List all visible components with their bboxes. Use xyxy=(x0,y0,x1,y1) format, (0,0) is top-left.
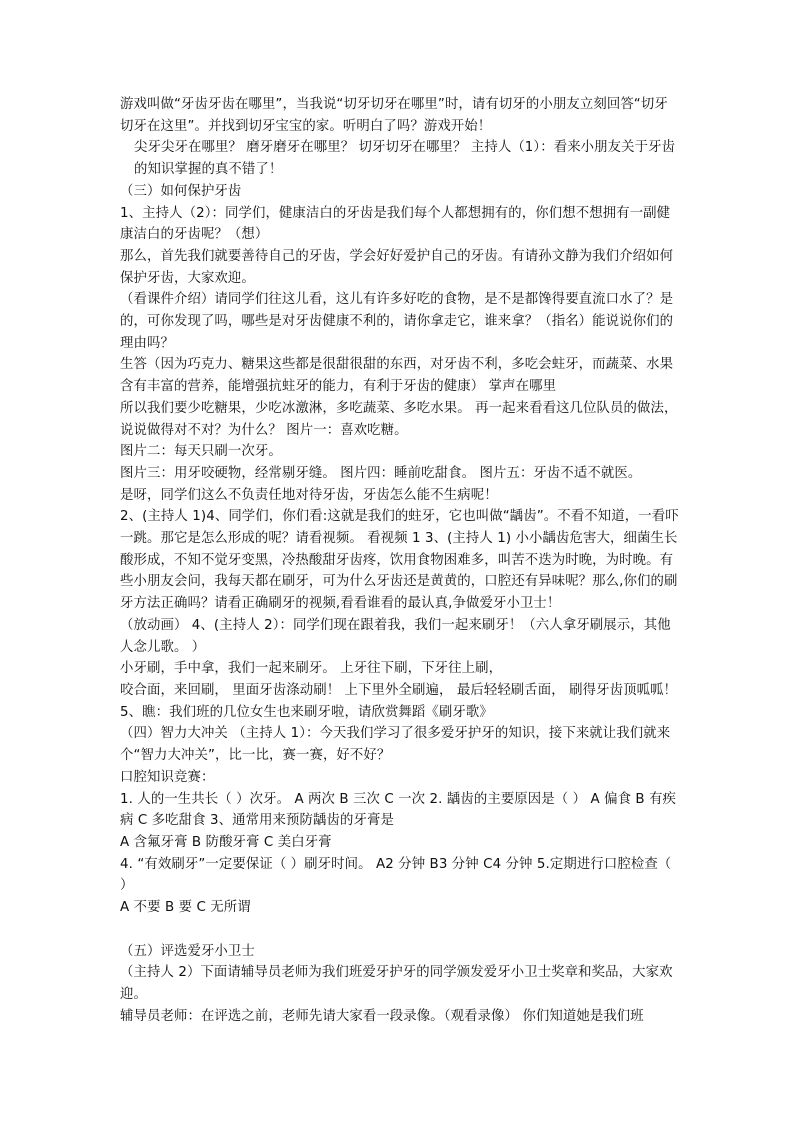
paragraph-picture-two: 图片二：每天只刷一次牙。 xyxy=(120,444,282,460)
paragraph-animation: （放动画） 4、(主持人 2）：同学们现在跟着我，我们一起来刷牙！（六人拿牙刷展示，其他人念儿歌。 ） xyxy=(120,617,671,655)
paragraph-rhyme-line-1: 小牙刷，手中拿，我们一起来刷牙。 上牙往下刷，下牙往上刷， xyxy=(120,661,503,677)
section-heading-protect-teeth: （三）如何保护牙齿 xyxy=(120,183,242,199)
paragraph-rhyme-line-2: 咬合面，来回刷， 里面牙齿涤动刷！ 上下里外全刷遍， 最后轻轻刷舌面， 刷得牙齿顶呱呱！ xyxy=(120,682,678,698)
paragraph-quiz-q5-options: A 不要 B 要 C 无所谓 xyxy=(120,900,251,916)
paragraph-introduction: 那么，首先我们就要善待自己的牙齿，学会好好爱护自己的牙齿。有请孙文静为我们介绍如何保护牙齿，大家欢迎。 xyxy=(120,248,674,286)
paragraph-quiz-title: 口腔知识竞赛： xyxy=(120,769,215,785)
paragraph-cavity-video: 2、(主持人 1)4、同学们，你们看:这就是我们的蛀牙，它也叫做“龋齿”。不看不知道，一看吓一跳。那它是怎么形成的呢？请看视频。 看视频 1 3、(主持人 1) 小小龋齿危害大，细菌生长酸形成，不知不觉牙变黑，冷热酸甜牙齿疼，饮用食物困难多，叫苦不迭为时晚，为时晚。有些小朋友会问，我每天都在刷牙，可为什么牙齿还是黄黄的，口腔还有异味呢？那么,你们的刷牙方法正确吗？请看正确刷牙的视频,看看谁看的最认真,争做爱牙小卫士！ xyxy=(120,509,679,612)
paragraph-host2-question: 1、主持人（2）：同学们，健康洁白的牙齿是我们每个人都想拥有的，你们想不想拥有一副健康洁白的牙齿呢？（想） xyxy=(120,205,671,243)
paragraph-game-questions: 尖牙尖牙在哪里？ 磨牙磨牙在哪里？ 切牙切牙在哪里？ 主持人（1）：看来小朋友关于牙齿的知识掌握的真不错了！ xyxy=(134,140,676,178)
paragraph-pictures-three-five: 图片三：用牙咬硬物，经常剔牙缝。 图片四：睡前吃甜食。 图片五：牙齿不适不就医。 xyxy=(120,465,642,481)
section-heading-quiz: （四）智力大冲关 （主持人 1）：今天我们学习了很多爱牙护牙的知识，接下来就让我们就来个“智力大冲关”，比一比，赛一赛，好不好？ xyxy=(120,726,671,764)
blank-line xyxy=(120,919,680,941)
paragraph-dance: 5、瞧：我们班的几位女生也来刷牙啦，请欣赏舞蹈《刷牙歌》 xyxy=(120,704,493,720)
paragraph-student-answer: 生答（因为巧克力、糖果这些都是很甜很甜的东西，对牙齿不利，多吃会蛀牙，而蔬菜、水果含有丰富的营养，能增强抗蛀牙的能力，有利于牙齿的健康） 掌声在哪里 xyxy=(120,357,674,395)
paragraph-quiz-q1-q3: 1. 人的一生共长（ ）次牙。 A 两次 B 三次 C 一次 2. 龋齿的主要原因是（ ） A 偏食 B 有疾病 C 多吃甜食 3、通常用来预防龋齿的牙膏是 xyxy=(120,791,677,829)
paragraph-quiz-q3-options: A 含氟牙膏 B 防酸牙膏 C 美白牙膏 xyxy=(120,834,332,850)
paragraph-courseware: （看课件介绍）请同学们往这儿看，这儿有许多好吃的食物，是不是都馋得要直流口水了？是的，可你发现了吗，哪些是对牙齿健康不利的，请你拿走它，谁来拿？（指名）能说说你们的理由吗？ xyxy=(120,292,674,351)
paragraph-eat-less-sugar: 所以我们要少吃糖果，少吃冰激淋，多吃蔬菜、多吃水果。 再一起来看看这几位队员的做法，说说做得对不对？为什么？ 图片一：喜欢吃糖。 xyxy=(120,400,678,438)
paragraph-responsibility: 是呀，同学们这么不负责任地对待牙齿，牙齿怎么能不生病呢！ xyxy=(120,487,498,503)
paragraph-counselor: 辅导员老师：在评选之前，老师先请大家看一段录像。（观看录像） 你们知道她是我们班 xyxy=(120,1008,644,1024)
paragraph-quiz-q4-q5: 4. “有效刷牙”一定要保证（ ）刷牙时间。 A2 分钟 B3 分钟 C4 分钟 5.定期进行口腔检查（ ） xyxy=(120,856,672,894)
section-heading-selection: （五）评选爱牙小卫士 xyxy=(120,943,255,959)
document-body xyxy=(120,94,680,1028)
paragraph-game-intro: 游戏叫做“牙齿牙齿在哪里”，当我说“切牙切牙在哪里”时，请有切牙的小朋友立刻回答“切牙切牙在这里”。并找到切牙宝宝的家。听明白了吗？游戏开始！ xyxy=(120,97,668,134)
paragraph-host2-award: （主持人 2）下面请辅导员老师为我们班爱牙护牙的同学颁发爱牙小卫士奖章和奖品，大家欢迎。 xyxy=(120,965,673,1003)
